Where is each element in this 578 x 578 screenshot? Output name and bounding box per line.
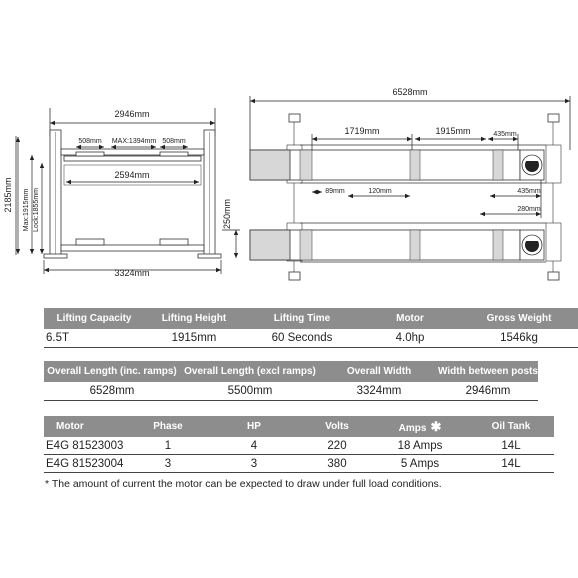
header-lifting-time: Lifting Time — [244, 308, 360, 329]
asterisk-icon: ✱ — [430, 418, 442, 434]
dim-435-mid-label: 435mm — [517, 188, 541, 195]
volts-cell: 380 — [302, 455, 372, 473]
oil-tank-cell: 14L — [468, 437, 554, 455]
table-row — [0, 455, 578, 473]
header-gross-weight: Gross Weight — [460, 308, 578, 329]
value-lifting-height: 1915mm — [144, 329, 244, 348]
dim-120-label: 120mm — [368, 188, 392, 195]
footnote: * The amount of current the motor can be expected to draw under full load conditions. — [45, 478, 442, 490]
header-width-between-posts: Width between posts — [438, 361, 538, 382]
header-motor-model: Motor — [44, 416, 130, 437]
hp-cell: 4 — [206, 437, 302, 455]
specs-table-1 — [0, 308, 578, 348]
phase-cell: 3 — [130, 455, 206, 473]
value-width-between-posts: 2946mm — [438, 382, 538, 401]
header-hp: HP — [206, 416, 302, 437]
value-lifting-capacity: 6.5T — [44, 329, 144, 348]
front-view — [16, 108, 221, 258]
header-overall-width: Overall Width — [320, 361, 438, 382]
inner-width-label: 2594mm — [114, 170, 150, 180]
phase-cell: 1 — [130, 437, 206, 455]
base-height-label: 250mm — [222, 198, 232, 230]
header-lifting-height: Lifting Height — [144, 308, 244, 329]
dim-1915-label: 1915mm — [435, 126, 471, 136]
table-row — [0, 437, 578, 455]
motor-model-cell: E4G 81523003 — [44, 437, 130, 455]
motor-model-cell: E4G 81523004 — [44, 455, 130, 473]
header-overall-length-inc: Overall Length (inc. ramps) — [44, 361, 180, 382]
dim-89-label: 89mm — [325, 188, 345, 195]
amps-cell: 18 Amps — [372, 437, 468, 455]
motor-table — [0, 416, 578, 473]
header-volts: Volts — [302, 416, 372, 437]
width-between-posts-label: 2946mm — [114, 109, 150, 119]
specs-table-2 — [0, 361, 578, 401]
header-oil-tank: Oil Tank — [468, 416, 554, 437]
dim-280-label: 280mm — [517, 206, 541, 213]
header-overall-length-excl: Overall Length (excl ramps) — [180, 361, 320, 382]
hp-cell: 3 — [206, 455, 302, 473]
oil-tank-cell: 14L — [468, 455, 554, 473]
amps-cell: 5 Amps — [372, 455, 468, 473]
dim-435-top-label: 435mm — [493, 131, 517, 138]
overall-length-label: 6528mm — [392, 87, 428, 97]
max-pad-label: MAX:1394mm — [111, 138, 157, 145]
lock-height-label: Lock:1855mm — [33, 188, 40, 232]
header-amps: Amps — [398, 422, 427, 434]
value-motor: 4.0hp — [360, 329, 460, 348]
max-height-label: Max:1915mm — [23, 188, 30, 232]
value-overall-length-inc: 6528mm — [44, 382, 180, 401]
pad-right-label: 508mm — [162, 138, 186, 145]
dim-1719-label: 1719mm — [344, 126, 380, 136]
volts-cell: 220 — [302, 437, 372, 455]
header-lifting-capacity: Lifting Capacity — [44, 308, 144, 329]
value-gross-weight: 1546kg — [460, 329, 578, 348]
header-amps-cell — [372, 416, 468, 437]
value-overall-length-excl: 5500mm — [180, 382, 320, 401]
header-motor: Motor — [360, 308, 460, 329]
pad-left-label: 508mm — [78, 138, 102, 145]
value-lifting-time: 60 Seconds — [244, 329, 360, 348]
value-overall-width: 3324mm — [320, 382, 438, 401]
overall-width-label: 3324mm — [114, 268, 150, 278]
header-phase: Phase — [130, 416, 206, 437]
height-label: 2185mm — [3, 177, 13, 213]
